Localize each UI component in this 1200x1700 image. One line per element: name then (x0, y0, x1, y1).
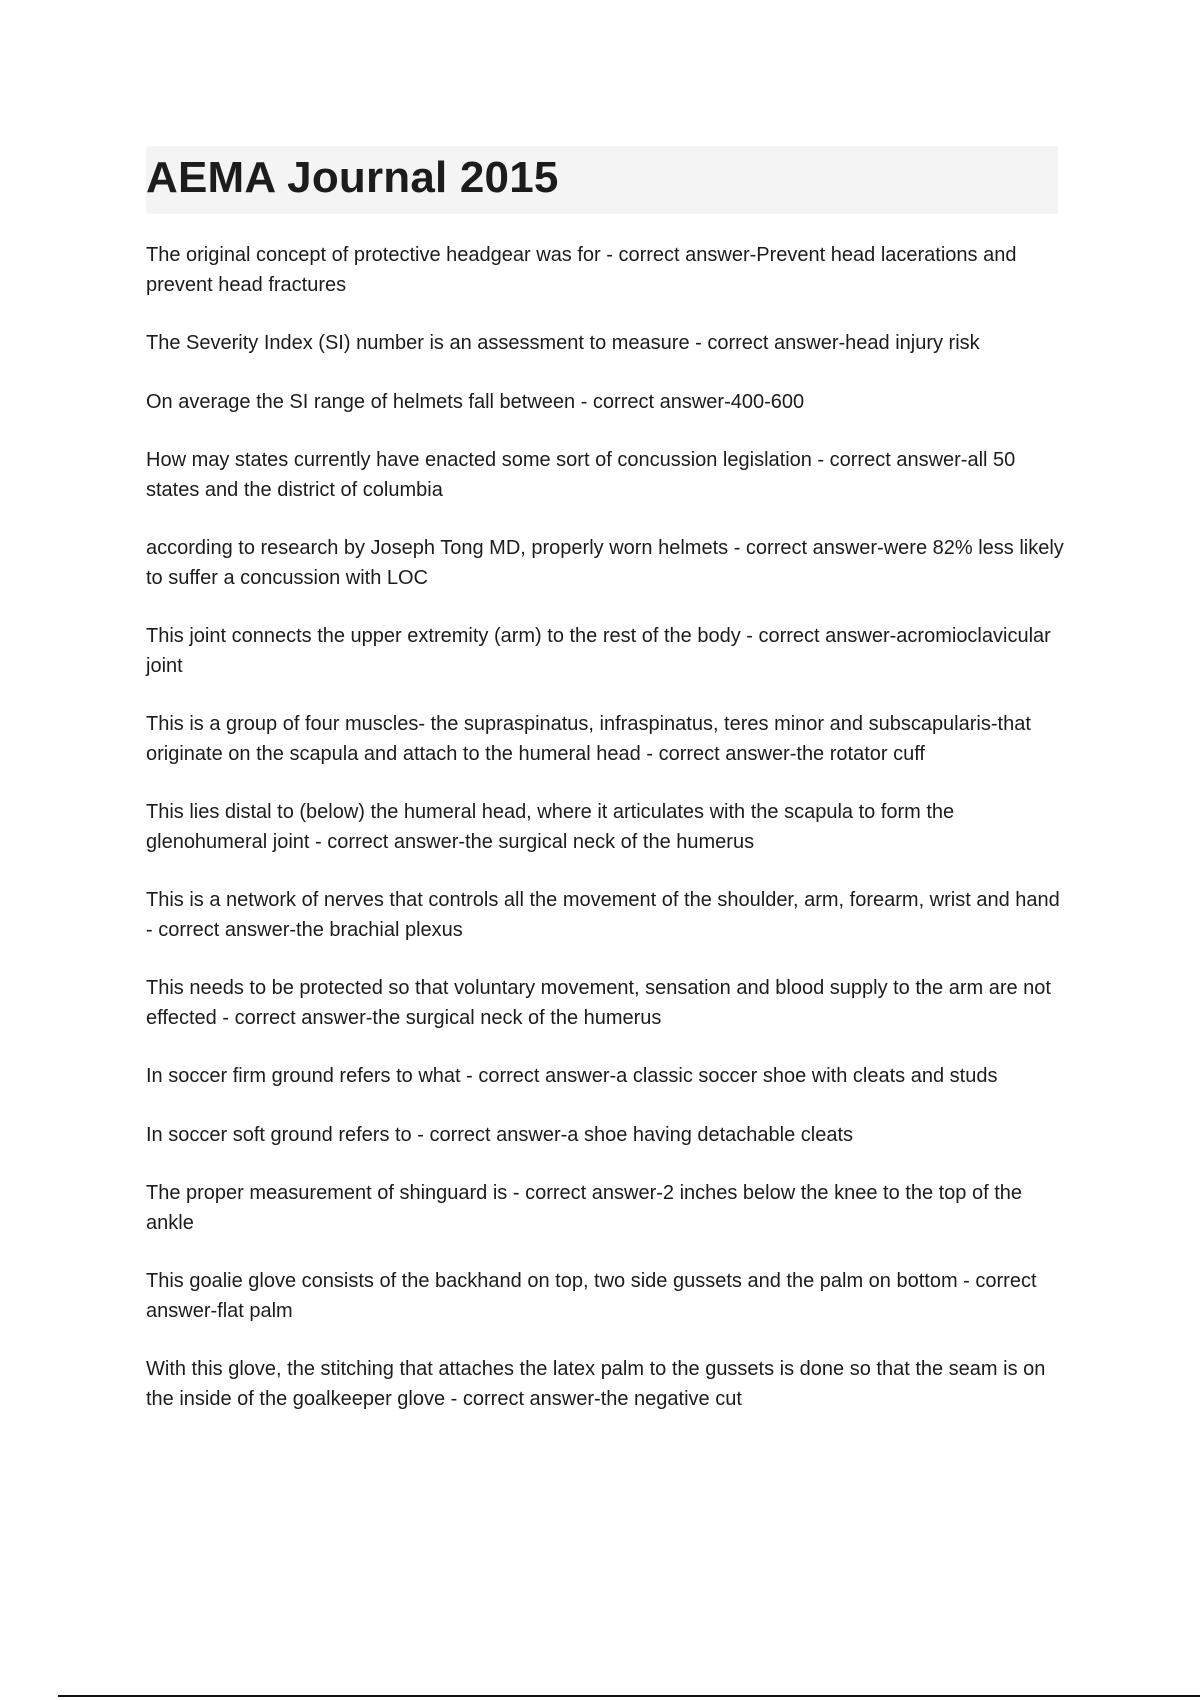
qa-item: This joint connects the upper extremity (arm) to the rest of the body - correct answer-acromioclavicular joint (146, 625, 1051, 677)
qa-item: In soccer soft ground refers to - correct answer-a shoe having detachable cleats (146, 1123, 854, 1146)
qa-item: according to research by Joseph Tong MD, properly worn helmets - correct answer-were 82% less likely to suffer a concussion with LOC (146, 537, 1064, 589)
qa-item: On average the SI range of helmets fall between - correct answer-400-600 (146, 390, 805, 413)
qa-list (146, 241, 1066, 1414)
qa-item: The proper measurement of shinguard is - correct answer-2 inches below the knee to the top of the ankle (146, 1182, 1023, 1234)
qa-item: This lies distal to (below) the humeral head, where it articulates with the scapula to form the glenohumeral joint - correct answer-the surgical neck of the humerus (146, 801, 955, 853)
qa-item: With this glove, the stitching that attaches the latex palm to the gussets is done so that the seam is on the inside of the goalkeeper glove - correct answer-the negative cut (146, 1358, 1046, 1410)
title-banner (146, 146, 1058, 214)
qa-item: This is a network of nerves that controls all the movement of the shoulder, arm, forearm, wrist and hand - correct answer-the brachial plexus (146, 889, 1060, 941)
qa-item: How may states currently have enacted some sort of concussion legislation - correct answer-all 50 states and the district of columbia (146, 449, 1016, 501)
qa-item: In soccer firm ground refers to what - correct answer-a classic soccer shoe with cleats and studs (146, 1065, 998, 1087)
qa-item: This needs to be protected so that voluntary movement, sensation and blood supply to the arm are not effected - correct answer-the surgical neck of the humerus (146, 977, 1051, 1029)
qa-item: The original concept of protective headgear was for - correct answer-Prevent head lacerations and prevent head fractures (146, 244, 1017, 296)
qa-item: This is a group of four muscles- the supraspinatus, infraspinatus, teres minor and subscapularis-that originate on the scapula and attach to the humeral head - correct answer-the rotator cuff (146, 713, 1031, 765)
page-title: AEMA Journal 2015 (146, 153, 559, 202)
footer-divider (58, 1695, 1200, 1697)
qa-item: The Severity Index (SI) number is an assessment to measure - correct answer-head injury risk (146, 332, 980, 354)
qa-item: This goalie glove consists of the backhand on top, two side gussets and the palm on bottom - correct answer-flat palm (146, 1270, 1037, 1322)
